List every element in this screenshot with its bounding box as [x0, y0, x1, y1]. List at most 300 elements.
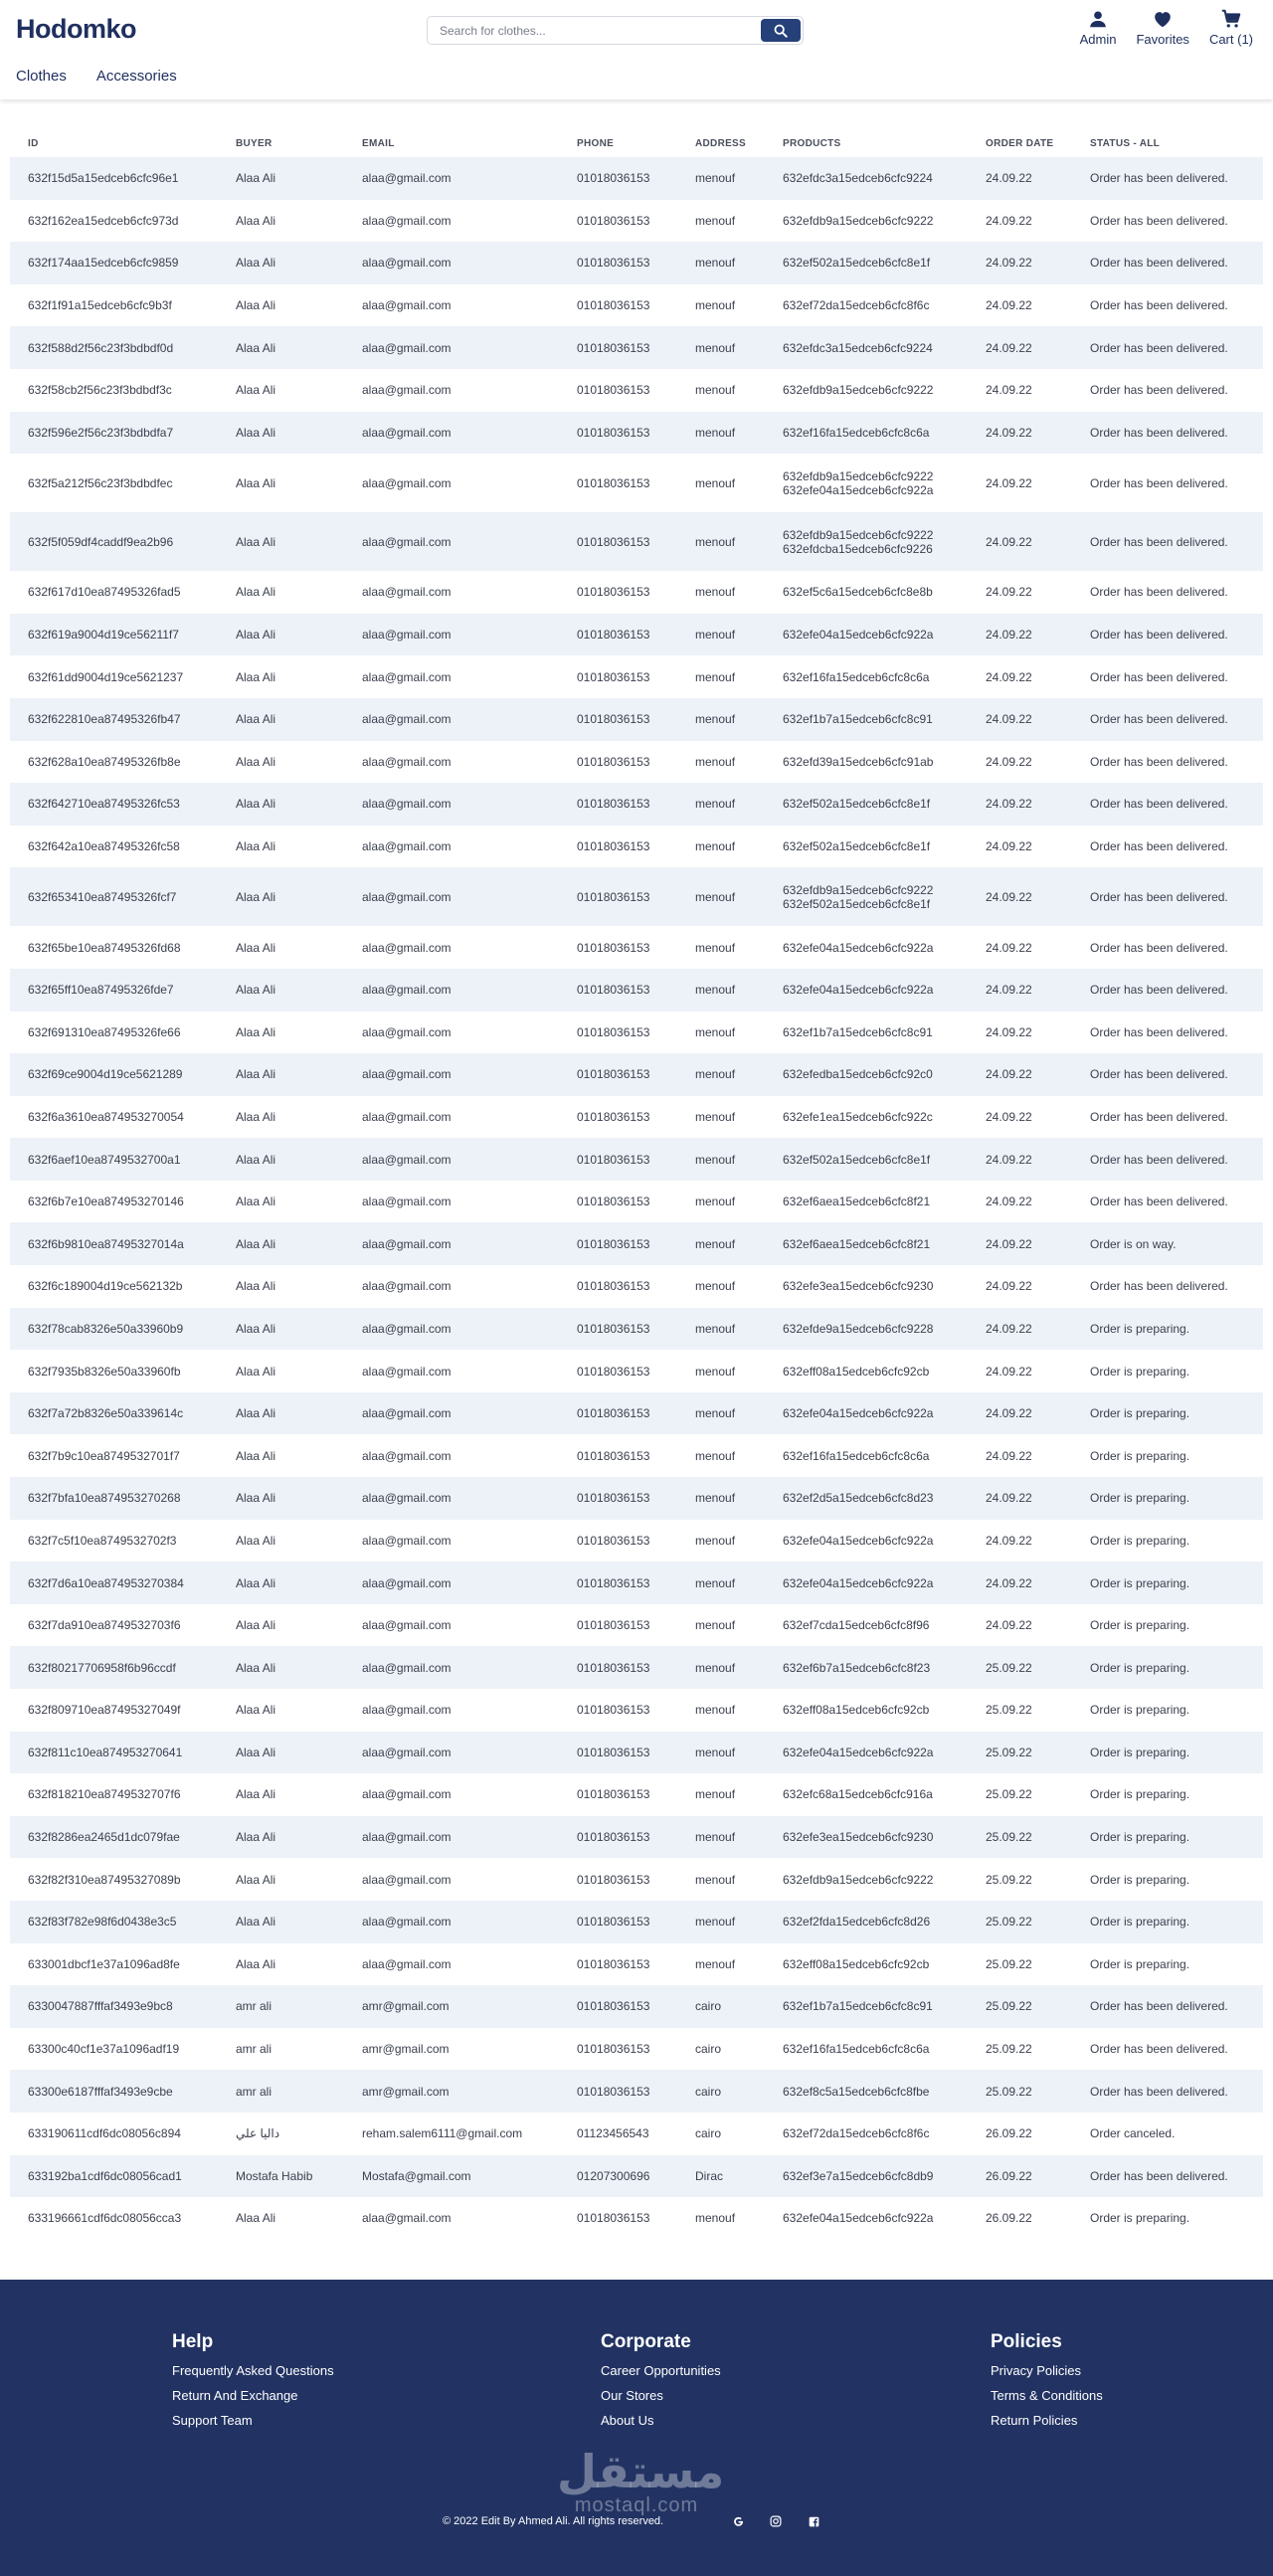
order-date-cell: 24.09.22	[986, 1575, 1032, 1590]
products-cell	[765, 826, 968, 868]
products-cell	[765, 2197, 968, 2240]
email-cell: Mostafa@gmail.com	[362, 2168, 471, 2183]
status-cell: Order is preparing.	[1090, 1321, 1190, 1336]
product-id: 632efdc3a15edceb6cfc9224	[783, 171, 933, 186]
buyer-cell: Alaa Ali	[236, 1321, 276, 1336]
table-row[interactable]	[10, 369, 1263, 412]
order-date-cell: 24.09.22	[986, 534, 1032, 549]
status-cell: Order canceled.	[1090, 2126, 1176, 2141]
admin-link[interactable]	[1080, 8, 1117, 47]
phone-cell: 01018036153	[577, 1152, 650, 1167]
order-id-cell: 632f5f059df4caddf9ea2b96	[28, 534, 174, 549]
table-row[interactable]	[10, 1689, 1263, 1732]
table-row[interactable]	[10, 157, 1263, 200]
product-id: 632efedba15edceb6cfc92c0	[783, 1067, 933, 1082]
footer-policies	[991, 2331, 1103, 2438]
product-id: 632ef1b7a15edceb6cfc8c91	[783, 1999, 933, 2014]
status-cell: Order has been delivered.	[1090, 1279, 1228, 1294]
footer-link-terms[interactable]: Terms & Conditions	[991, 2388, 1103, 2403]
instagram-link[interactable]	[769, 2514, 783, 2528]
buyer-cell: Alaa Ali	[236, 628, 276, 643]
address-cell: menouf	[695, 425, 736, 440]
phone-cell: 01018036153	[577, 1491, 650, 1506]
product-id: 632ef16fa15edceb6cfc8c6a	[783, 2042, 930, 2057]
address-cell: menouf	[695, 839, 736, 854]
footer-link-privacy[interactable]: Privacy Policies	[991, 2363, 1082, 2378]
address-cell: menouf	[695, 983, 736, 998]
address-cell: menouf	[695, 754, 736, 769]
phone-cell: 01018036153	[577, 1745, 650, 1759]
status-cell: Order has been delivered.	[1090, 340, 1228, 355]
buyer-cell: Alaa Ali	[236, 534, 276, 549]
address-cell: menouf	[695, 1406, 736, 1421]
mostaql-watermark	[557, 2445, 725, 2517]
email-cell: alaa@gmail.com	[362, 256, 452, 271]
products-cell	[765, 326, 968, 369]
order-id-cell: 632f5a212f56c23f3bdbdfec	[28, 475, 173, 490]
table-row[interactable]	[10, 826, 1263, 868]
search-bar	[427, 16, 804, 45]
order-id-cell: 632f6b9810ea87495327014a	[28, 1236, 184, 1251]
address-cell: menouf	[695, 1660, 736, 1675]
buyer-cell: Alaa Ali	[236, 1830, 276, 1845]
products-cell	[765, 1646, 968, 1689]
header-actions	[1080, 8, 1253, 47]
buyer-cell: Alaa Ali	[236, 383, 276, 398]
table-row[interactable]	[10, 2113, 1263, 2155]
address-cell: menouf	[695, 1956, 736, 1971]
table-row[interactable]	[10, 326, 1263, 369]
footer-corporate-title: Corporate	[601, 2331, 691, 2352]
order-date-cell: 24.09.22	[986, 754, 1032, 769]
products-cell	[765, 571, 968, 614]
product-id: 632efe04a15edceb6cfc922a	[783, 940, 934, 955]
email-cell: alaa@gmail.com	[362, 1109, 452, 1124]
table-row[interactable]	[10, 783, 1263, 826]
address-cell: menouf	[695, 1364, 736, 1379]
products-cell	[765, 783, 968, 826]
email-cell: alaa@gmail.com	[362, 1533, 452, 1548]
footer-link-return-policies[interactable]: Return Policies	[991, 2413, 1078, 2428]
status-cell: Order is preparing.	[1090, 1703, 1190, 1718]
address-cell: cairo	[695, 2084, 722, 2099]
table-row[interactable]	[10, 412, 1263, 455]
email-cell: alaa@gmail.com	[362, 754, 452, 769]
table-row[interactable]	[10, 655, 1263, 698]
products-cell	[765, 2070, 968, 2113]
phone-cell: 01018036153	[577, 1321, 650, 1336]
status-cell: Order has been delivered.	[1090, 534, 1228, 549]
phone-cell: 01018036153	[577, 1787, 650, 1802]
product-id: 632eff08a15edceb6cfc92cb	[783, 1364, 930, 1379]
phone-cell: 01018036153	[577, 2211, 650, 2226]
order-id-cell: 63300c40cf1e37a1096adf19	[28, 2042, 180, 2057]
phone-cell: 01018036153	[577, 889, 650, 904]
heart-icon	[1152, 8, 1174, 30]
phone-cell: 01018036153	[577, 475, 650, 490]
buyer-cell: Alaa Ali	[236, 298, 276, 313]
phone-cell: 01018036153	[577, 1236, 650, 1251]
address-cell: menouf	[695, 1533, 736, 1548]
footer-link-about[interactable]: About Us	[601, 2413, 654, 2428]
footer-link-support[interactable]: Support Team	[172, 2413, 253, 2428]
status-cell: Order is preparing.	[1090, 1406, 1190, 1421]
product-id: 632efdcba15edceb6cfc9226	[783, 541, 933, 556]
order-id-cell: 632f61dd9004d19ce5621237	[28, 669, 184, 684]
address-cell: menouf	[695, 797, 736, 812]
site-footer	[0, 2280, 1273, 2576]
order-id-cell: 632f80217706958f6b96ccdf	[28, 1660, 176, 1675]
order-date-cell: 24.09.22	[986, 839, 1032, 854]
favorites-label: Favorites	[1136, 32, 1189, 47]
products-cell	[765, 1689, 968, 1732]
order-date-cell: 25.09.22	[986, 1703, 1032, 1718]
products-cell	[765, 1265, 968, 1308]
table-row[interactable]	[10, 454, 1263, 512]
order-date-cell: 25.09.22	[986, 1660, 1032, 1675]
email-cell: alaa@gmail.com	[362, 1364, 452, 1379]
status-cell: Order has been delivered.	[1090, 2168, 1228, 2183]
status-cell: Order is preparing.	[1090, 1956, 1190, 1971]
email-cell: amr@gmail.com	[362, 2042, 450, 2057]
order-date-cell: 24.09.22	[986, 1364, 1032, 1379]
google-link[interactable]	[731, 2514, 745, 2528]
email-cell: alaa@gmail.com	[362, 475, 452, 490]
order-date-cell: 24.09.22	[986, 669, 1032, 684]
table-row[interactable]	[10, 1562, 1263, 1604]
watermark-latin: mostaql.com	[574, 2494, 699, 2516]
order-id-cell: 632f15d5a15edceb6cfc96e1	[28, 171, 179, 186]
order-id-cell: 632f174aa15edceb6cfc9859	[28, 256, 179, 271]
products-cell	[765, 1732, 968, 1774]
order-id-cell: 632f7c5f10ea8749532702f3	[28, 1533, 177, 1548]
address-cell: menouf	[695, 669, 736, 684]
site-logo[interactable]: Hodomko	[16, 14, 136, 44]
status-cell: Order has been delivered.	[1090, 889, 1228, 904]
address-cell: menouf	[695, 213, 736, 228]
table-row[interactable]	[10, 1520, 1263, 1563]
status-cell: Order has been delivered.	[1090, 1024, 1228, 1039]
buyer-cell: Alaa Ali	[236, 1406, 276, 1421]
buyer-cell: Alaa Ali	[236, 1236, 276, 1251]
footer-link-faq[interactable]: Frequently Asked Questions	[172, 2363, 334, 2378]
phone-cell: 01018036153	[577, 298, 650, 313]
products-cell	[765, 2028, 968, 2071]
address-cell: menouf	[695, 383, 736, 398]
order-date-cell: 24.09.22	[986, 1236, 1032, 1251]
buyer-cell: Alaa Ali	[236, 940, 276, 955]
order-date-cell: 25.09.22	[986, 1830, 1032, 1845]
address-cell: menouf	[695, 889, 736, 904]
order-date-cell: 26.09.22	[986, 2126, 1032, 2141]
table-row[interactable]	[10, 1816, 1263, 1859]
buyer-cell: amr ali	[236, 2042, 273, 2057]
phone-cell: 01018036153	[577, 940, 650, 955]
footer-help	[172, 2331, 334, 2438]
table-row[interactable]	[10, 926, 1263, 969]
table-row[interactable]	[10, 200, 1263, 243]
order-date-cell: 24.09.22	[986, 585, 1032, 600]
order-date-cell: 24.09.22	[986, 628, 1032, 643]
address-cell: menouf	[695, 475, 736, 490]
facebook-icon	[809, 2516, 819, 2527]
buyer-cell: داليا علي	[236, 2126, 280, 2141]
table-row[interactable]	[10, 969, 1263, 1012]
table-row[interactable]	[10, 1012, 1263, 1054]
buyer-cell: Alaa Ali	[236, 754, 276, 769]
status-cell: Order has been delivered.	[1090, 1067, 1228, 1082]
email-cell: alaa@gmail.com	[362, 340, 452, 355]
email-cell: alaa@gmail.com	[362, 1660, 452, 1675]
email-cell: alaa@gmail.com	[362, 1745, 452, 1759]
email-cell: alaa@gmail.com	[362, 1279, 452, 1294]
table-row[interactable]	[10, 1604, 1263, 1647]
phone-cell: 01018036153	[577, 754, 650, 769]
products-cell	[765, 512, 968, 571]
product-id: 632ef72da15edceb6cfc8f6c	[783, 298, 930, 313]
col-order-date: ORDER DATE	[986, 138, 1054, 149]
product-id: 632ef3e7a15edceb6cfc8db9	[783, 2168, 934, 2183]
products-cell	[765, 1350, 968, 1392]
order-date-cell: 24.09.22	[986, 712, 1032, 727]
products-cell	[765, 1181, 968, 1223]
table-row[interactable]	[10, 1773, 1263, 1816]
footer-link-careers[interactable]: Career Opportunities	[601, 2363, 721, 2378]
table-row[interactable]	[10, 2155, 1263, 2198]
phone-cell: 01018036153	[577, 1109, 650, 1124]
email-cell: alaa@gmail.com	[362, 889, 452, 904]
products-cell	[765, 1477, 968, 1520]
phone-cell: 01018036153	[577, 585, 650, 600]
orders-table	[10, 129, 1263, 2240]
buyer-cell: Alaa Ali	[236, 1745, 276, 1759]
table-row[interactable]	[10, 1477, 1263, 1520]
col-email: EMAIL	[362, 138, 395, 149]
products-cell	[765, 1816, 968, 1859]
phone-cell: 01018036153	[577, 256, 650, 271]
buyer-cell: Alaa Ali	[236, 1956, 276, 1971]
nav-item-accessories[interactable]: Accessories	[95, 68, 177, 85]
address-cell: menouf	[695, 2211, 736, 2226]
order-id-cell: 632f7a72b8326e50a339614c	[28, 1406, 184, 1421]
table-row[interactable]	[10, 1392, 1263, 1435]
table-row[interactable]	[10, 1901, 1263, 1943]
table-row[interactable]	[10, 1943, 1263, 1986]
order-date-cell: 25.09.22	[986, 1956, 1032, 1971]
email-cell: alaa@gmail.com	[362, 1448, 452, 1463]
order-date-cell: 24.09.22	[986, 1152, 1032, 1167]
status-cell: Order is preparing.	[1090, 1915, 1190, 1930]
email-cell: alaa@gmail.com	[362, 1195, 452, 1209]
products-cell	[765, 741, 968, 784]
order-date-cell: 24.09.22	[986, 1618, 1032, 1633]
order-id-cell: 632f58cb2f56c23f3bdbdf3c	[28, 383, 172, 398]
buyer-cell: Alaa Ali	[236, 1872, 276, 1887]
favorites-link[interactable]	[1136, 8, 1188, 47]
orders-table-container	[10, 129, 1263, 2240]
products-cell	[765, 926, 968, 969]
table-row[interactable]	[10, 1181, 1263, 1223]
table-row[interactable]	[10, 698, 1263, 741]
email-cell: alaa@gmail.com	[362, 712, 452, 727]
phone-cell: 01018036153	[577, 340, 650, 355]
table-row[interactable]	[10, 242, 1263, 284]
address-cell: menouf	[695, 940, 736, 955]
phone-cell: 01018036153	[577, 1195, 650, 1209]
table-row[interactable]	[10, 512, 1263, 571]
address-cell: Dirac	[695, 2168, 724, 2183]
products-cell	[765, 369, 968, 412]
status-cell: Order has been delivered.	[1090, 797, 1228, 812]
status-cell: Order has been delivered.	[1090, 425, 1228, 440]
table-row[interactable]	[10, 1350, 1263, 1392]
product-id: 632efe04a15edceb6cfc922a	[783, 2211, 934, 2226]
buyer-cell: Alaa Ali	[236, 1787, 276, 1802]
status-cell: Order has been delivered.	[1090, 1195, 1228, 1209]
product-id: 632ef502a15edceb6cfc8e1f	[783, 896, 931, 911]
phone-cell: 01018036153	[577, 1618, 650, 1633]
table-row[interactable]	[10, 571, 1263, 614]
products-cell	[765, 1392, 968, 1435]
status-cell: Order is preparing.	[1090, 1364, 1190, 1379]
email-cell: alaa@gmail.com	[362, 171, 452, 186]
email-cell: alaa@gmail.com	[362, 1236, 452, 1251]
product-id: 632efe3ea15edceb6cfc9230	[783, 1830, 934, 1845]
order-id-cell: 633192ba1cdf6dc08056cad1	[28, 2168, 182, 2183]
order-date-cell: 25.09.22	[986, 1999, 1032, 2014]
table-row[interactable]	[10, 1138, 1263, 1181]
order-id-cell: 632f69ce9004d19ce5621289	[28, 1067, 183, 1082]
order-date-cell: 24.09.22	[986, 1491, 1032, 1506]
col-address: ADDRESS	[695, 138, 746, 149]
phone-cell: 01207300696	[577, 2168, 650, 2183]
address-cell: menouf	[695, 628, 736, 643]
order-date-cell: 24.09.22	[986, 1279, 1032, 1294]
table-row[interactable]	[10, 1265, 1263, 1308]
order-id-cell: 633001dbcf1e37a1096ad8fe	[28, 1956, 180, 1971]
address-cell: menouf	[695, 298, 736, 313]
address-cell: menouf	[695, 1321, 736, 1336]
site-header	[0, 0, 1273, 99]
status-cell: Order is preparing.	[1090, 1575, 1190, 1590]
footer-link-return-exchange[interactable]: Return And Exchange	[172, 2388, 298, 2403]
products-cell	[765, 969, 968, 1012]
buyer-cell: Alaa Ali	[236, 1660, 276, 1675]
table-row[interactable]	[10, 614, 1263, 656]
products-cell	[765, 1308, 968, 1351]
product-id: 632ef502a15edceb6cfc8e1f	[783, 839, 931, 854]
order-id-cell: 632f7935b8326e50a33960fb	[28, 1364, 181, 1379]
col-status-filter[interactable]: STATUS - ALL	[1090, 138, 1161, 149]
order-id-cell: 632f162ea15edceb6cfc973d	[28, 213, 179, 228]
table-row[interactable]	[10, 2028, 1263, 2071]
products-cell	[765, 2155, 968, 2198]
status-cell: Order is preparing.	[1090, 2211, 1190, 2226]
buyer-cell: Alaa Ali	[236, 1195, 276, 1209]
phone-cell: 01018036153	[577, 383, 650, 398]
email-cell: alaa@gmail.com	[362, 940, 452, 955]
order-date-cell: 24.09.22	[986, 256, 1032, 271]
buyer-cell: amr ali	[236, 1999, 273, 2014]
table-row[interactable]	[10, 1053, 1263, 1096]
cart-link[interactable]	[1209, 8, 1253, 47]
buyer-cell: Alaa Ali	[236, 475, 276, 490]
products-cell	[765, 2113, 968, 2155]
orders-table-header	[10, 129, 1263, 157]
order-id-cell: 632f588d2f56c23f3bdbdf0d	[28, 340, 174, 355]
address-cell: menouf	[695, 340, 736, 355]
footer-corporate	[601, 2331, 721, 2438]
order-date-cell: 26.09.22	[986, 2168, 1032, 2183]
address-cell: menouf	[695, 1872, 736, 1887]
order-id-cell: 632f653410ea87495326fcf7	[28, 889, 177, 904]
email-cell: alaa@gmail.com	[362, 1787, 452, 1802]
buyer-cell: Alaa Ali	[236, 213, 276, 228]
status-cell: Order has been delivered.	[1090, 983, 1228, 998]
product-id: 632ef6b7a15edceb6cfc8f23	[783, 1660, 931, 1675]
order-date-cell: 24.09.22	[986, 1406, 1032, 1421]
address-cell: menouf	[695, 585, 736, 600]
buyer-cell: Alaa Ali	[236, 1618, 276, 1633]
footer-link-stores[interactable]: Our Stores	[601, 2388, 663, 2403]
products-cell	[765, 1138, 968, 1181]
order-date-cell: 24.09.22	[986, 1321, 1032, 1336]
buyer-cell: Alaa Ali	[236, 839, 276, 854]
order-date-cell: 24.09.22	[986, 425, 1032, 440]
phone-cell: 01018036153	[577, 2042, 650, 2057]
email-cell: alaa@gmail.com	[362, 1575, 452, 1590]
nav-item-clothes[interactable]: Clothes	[16, 68, 67, 85]
order-date-cell: 24.09.22	[986, 1533, 1032, 1548]
email-cell: alaa@gmail.com	[362, 1703, 452, 1718]
table-row[interactable]	[10, 741, 1263, 784]
table-row[interactable]	[10, 1434, 1263, 1477]
email-cell: alaa@gmail.com	[362, 1872, 452, 1887]
table-row[interactable]	[10, 1858, 1263, 1901]
table-row[interactable]	[10, 1222, 1263, 1265]
table-row[interactable]	[10, 1985, 1263, 2028]
facebook-link[interactable]	[807, 2514, 820, 2528]
search-input[interactable]	[428, 17, 746, 44]
table-row[interactable]	[10, 1096, 1263, 1139]
email-cell: alaa@gmail.com	[362, 213, 452, 228]
order-id-cell: 632f596e2f56c23f3bdbdfa7	[28, 425, 174, 440]
product-id: 632ef6aea15edceb6cfc8f21	[783, 1195, 931, 1209]
table-row[interactable]	[10, 1732, 1263, 1774]
products-cell	[765, 655, 968, 698]
status-cell: Order is preparing.	[1090, 1533, 1190, 1548]
product-id: 632ef6aea15edceb6cfc8f21	[783, 1236, 931, 1251]
table-row[interactable]	[10, 284, 1263, 327]
buyer-cell: Alaa Ali	[236, 1448, 276, 1463]
table-row[interactable]	[10, 867, 1263, 926]
product-id: 632efe1ea15edceb6cfc922c	[783, 1109, 933, 1124]
buyer-cell: Alaa Ali	[236, 1575, 276, 1590]
order-date-cell: 24.09.22	[986, 889, 1032, 904]
product-id: 632ef5c6a15edceb6cfc8e8b	[783, 585, 933, 600]
phone-cell: 01018036153	[577, 1999, 650, 2014]
buyer-cell: Alaa Ali	[236, 340, 276, 355]
order-date-cell: 24.09.22	[986, 340, 1032, 355]
search-button[interactable]	[761, 19, 801, 42]
table-row[interactable]	[10, 1308, 1263, 1351]
table-row[interactable]	[10, 2197, 1263, 2240]
table-row[interactable]	[10, 1646, 1263, 1689]
product-id: 632efde9a15edceb6cfc9228	[783, 1321, 934, 1336]
email-cell: alaa@gmail.com	[362, 1830, 452, 1845]
products-cell	[765, 157, 968, 200]
table-row[interactable]	[10, 2070, 1263, 2113]
